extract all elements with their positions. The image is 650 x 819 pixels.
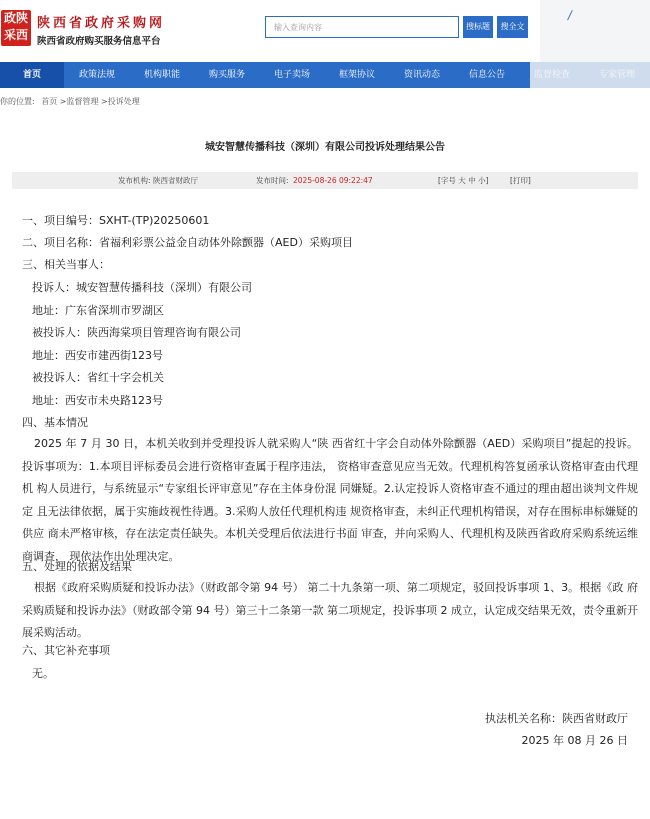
logo-text-top: 政陕 bbox=[3, 11, 28, 25]
font-size-control[interactable]: [字号 大 中 小] bbox=[438, 176, 489, 185]
corner-mark: / bbox=[566, 8, 574, 22]
search-input[interactable] bbox=[265, 16, 459, 38]
basic-info-paragraph: 2025 年 7 月 30 日，本机关收到并受理投诉人就采购人“陕 西省红十字会自动体外除颤器（AED）采购项目”提起的投诉。 投诉事项为：1.本项目评标委员会进行资格审查属于程序违法， 资格审查意见应当无效。代理机构答复函承认资格审查由代理机 构人员进行，与系统显示“专家组长评审意见”存在主体身份混 同嫌疑。2.认定投诉人资格审查不通过的理由超出谈判文件规定 且无法律依据，属于实施歧视性待遇。3.采购人放任代理机构违 规资格审查，未纠正代理机构错误，对存在围标串标嫌疑的供应 商未严格审核，存在法定责任缺失。本机关受理后依法进行书面 审查，并向采购人、代理机构及陕西省政府采购系统运维商调查， 现依法作出处理决定。 bbox=[22, 437, 638, 563]
breadcrumb-label: 你的位置: bbox=[0, 97, 35, 106]
complainant-address: 地址：广东省深圳市罗湖区 bbox=[32, 304, 164, 317]
project-name: 二、项目名称：省福利彩票公益金自动体外除颤器（AED）采购项目 bbox=[22, 236, 353, 249]
supplement-heading: 六、其它补充事项 bbox=[22, 644, 110, 657]
respondent-2-address: 地址：西安市未央路123号 bbox=[32, 394, 163, 407]
site-subtitle: 陕西省政府购买服务信息平台 bbox=[37, 36, 161, 47]
supplement-value: 无。 bbox=[32, 667, 54, 680]
article-meta-bar bbox=[12, 172, 638, 189]
search-title-button[interactable]: 搜标题 bbox=[463, 16, 493, 38]
breadcrumb bbox=[0, 96, 140, 107]
publisher-label: 发布机构: bbox=[118, 176, 151, 185]
print-link[interactable]: [打印] bbox=[510, 176, 531, 185]
nav-item-agency[interactable]: 机构职能 bbox=[143, 70, 180, 80]
logo-text-bottom: 采西 bbox=[3, 28, 28, 42]
nav-item-mall[interactable]: 电子卖场 bbox=[273, 70, 310, 80]
nav-item-services[interactable]: 购买服务 bbox=[208, 70, 245, 80]
article-title: 城安智慧传播科技（深圳）有限公司投诉处理结果公告 bbox=[205, 142, 445, 153]
site-title[interactable]: 陕西省政府采购网 bbox=[37, 16, 166, 31]
nav-item-home[interactable]: 首页 bbox=[0, 62, 64, 88]
basis-result-paragraph: 根据《政府采购质疑和投诉办法》（财政部令第 94 号） 第二十九条第一项、第二项规定，驳回投诉事项 1、3。根据《政 府采购质疑和投诉办法》（财政部令第 94 号）第三十二条第一款 第二项规定，投诉事项 2 成立，认定成交结果无效，责令重新开 展采购活动。 bbox=[22, 581, 638, 639]
respondent-2: 被投诉人：省红十字会机关 bbox=[32, 371, 164, 384]
parties-heading: 三、相关当事人： bbox=[22, 258, 110, 271]
basis-result-heading: 五、处理的依据及结果 bbox=[22, 560, 132, 573]
breadcrumb-supervision[interactable]: >监督管理 bbox=[59, 97, 99, 106]
nav-corner-overlay bbox=[530, 62, 650, 88]
publish-time-value: 2025-08-26 09:22:47 bbox=[293, 176, 373, 185]
publish-time-label: 发布时间: bbox=[256, 176, 289, 185]
basic-info-heading: 四、基本情况 bbox=[22, 416, 88, 429]
breadcrumb-complaint[interactable]: >投诉处理 bbox=[101, 97, 140, 106]
authority-name: 执法机关名称：陕西省财政厅 bbox=[485, 712, 628, 725]
corner-overlay-panel bbox=[540, 0, 650, 62]
respondent-1: 被投诉人：陕西海棠项目管理咨询有限公司 bbox=[32, 326, 241, 339]
search-fulltext-button[interactable]: 搜全文 bbox=[497, 16, 528, 38]
complainant: 投诉人：城安智慧传播科技（深圳）有限公司 bbox=[32, 281, 252, 294]
respondent-1-address: 地址：西安市建西街123号 bbox=[32, 349, 163, 362]
nav-item-framework[interactable]: 框架协议 bbox=[338, 70, 375, 80]
nav-item-policy[interactable]: 政策法规 bbox=[78, 70, 115, 80]
nav-item-notices[interactable]: 信息公告 bbox=[468, 70, 505, 80]
project-number: 一、项目编号：SXHT-(TP)20250601 bbox=[22, 214, 210, 227]
breadcrumb-home[interactable]: 首页 bbox=[41, 97, 58, 106]
publisher-value: 陕西省财政厅 bbox=[153, 176, 198, 185]
decision-date: 2025 年 08 月 26 日 bbox=[521, 734, 628, 747]
nav-item-news[interactable]: 资讯动态 bbox=[403, 70, 440, 80]
site-logo[interactable] bbox=[1, 10, 31, 46]
